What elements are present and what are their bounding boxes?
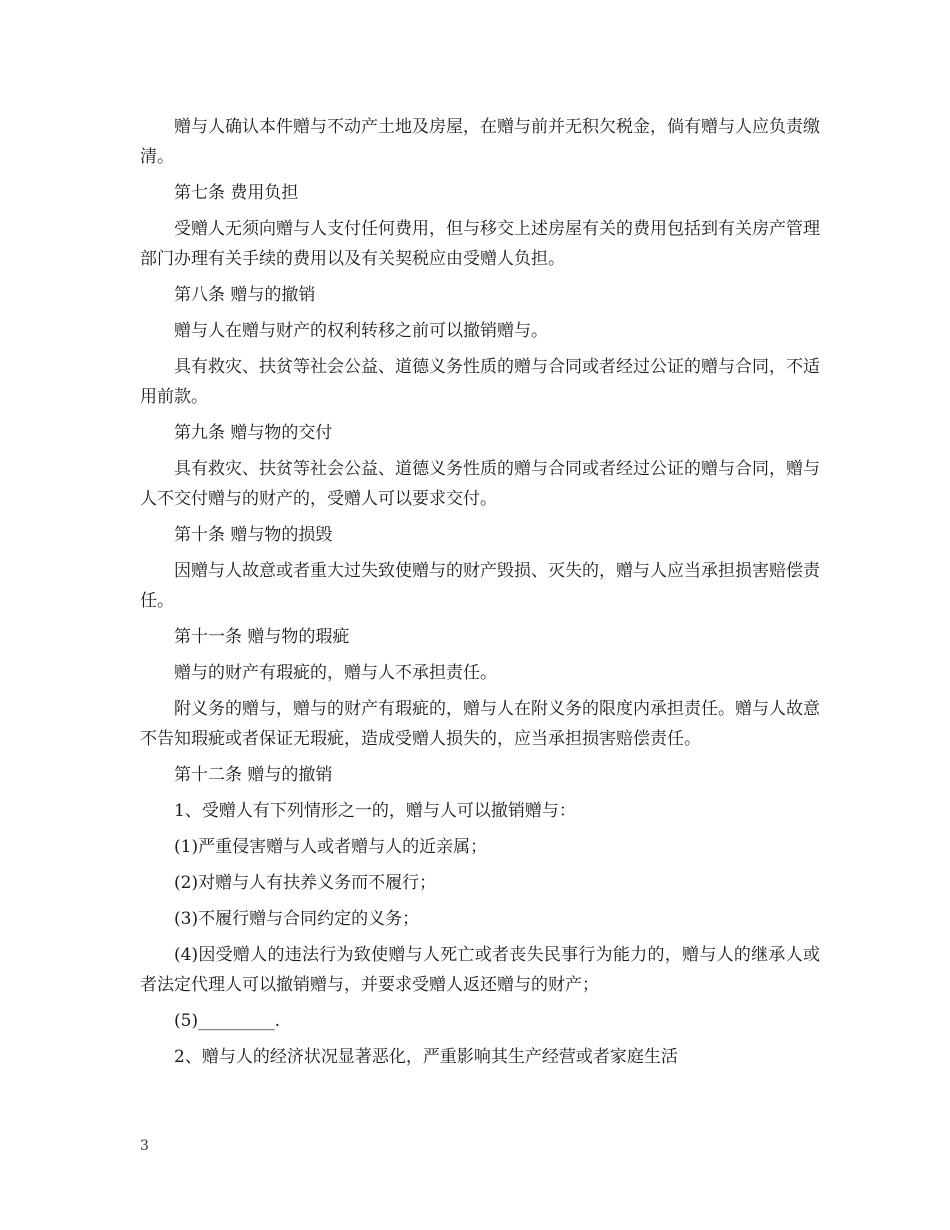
paragraph-revocation-before-transfer: 赠与人在赠与财产的权利转移之前可以撤销赠与。 [174,321,548,341]
paragraph-fee-burden: 受赠人无须向赠与人支付任何费用，但与移交上述房屋有关的费用包括到有关房产管理部门办理有关手续的费用以及有关契税应由受赠人负担。 [140,219,820,269]
list-item-1: (1)严重侵害赠与人或者赠与人的近亲属； [174,837,488,857]
page-number: 3 [140,1138,149,1154]
article-11-heading: 第十一条 赠与物的瑕疵 [174,627,350,647]
paragraph-delivery: 具有救灾、扶贫等社会公益、道德义务性质的赠与合同或者经过公证的赠与合同，赠与人不交付赠与的财产的，受赠人可以要求交付。 [140,459,820,509]
paragraph-defect-conditional: 附义务的赠与，赠与的财产有瑕疵的，赠与人在附义务的限度内承担责任。赠与人故意不告知瑕疵或者保证无瑕疵，造成受赠人损失的，应当承担损害赔偿责任。 [140,699,820,749]
article-12-heading: 第十二条 赠与的撤销 [174,765,333,785]
article-10-heading: 第十条 赠与物的损毁 [174,525,333,545]
list-item-4: (4)因受赠人的违法行为致使赠与人死亡或者丧失民事行为能力的，赠与人的继承人或者法定代理人可以撤销赠与，并要求受赠人返还赠与的财产； [140,945,820,995]
paragraph-revocation-exception: 具有救灾、扶贫等社会公益、道德义务性质的赠与合同或者经过公证的赠与合同，不适用前款。 [140,357,820,407]
paragraph-defect-no-liability: 赠与的财产有瑕疵的，赠与人不承担责任。 [174,663,497,683]
paragraph-tax-confirmation: 赠与人确认本件赠与不动产土地及房屋，在赠与前并无积欠税金，倘有赠与人应负责缴清。 [140,117,820,167]
document-body [140,112,820,1078]
list-item-2: (2)对赠与人有扶养义务而不履行； [174,873,437,893]
article-7-heading: 第七条 费用负担 [174,183,299,203]
paragraph-damage: 因赠与人故意或者重大过失致使赠与的财产毁损、灭失的，赠与人应当承担损害赔偿责任。 [140,561,820,611]
list-item-5-blank: (5)_________. [174,1011,280,1031]
list-item-3: (3)不履行赠与合同约定的义务； [174,909,420,929]
list-intro-revocation-conditions: 1、受赠人有下列情形之一的，赠与人可以撤销赠与： [174,801,576,821]
article-8-heading: 第八条 赠与的撤销 [174,285,316,305]
article-9-heading: 第九条 赠与物的交付 [174,423,333,443]
paragraph-economic-deterioration: 2、赠与人的经济状况显著恶化，严重影响其生产经营或者家庭生活 [174,1047,678,1067]
